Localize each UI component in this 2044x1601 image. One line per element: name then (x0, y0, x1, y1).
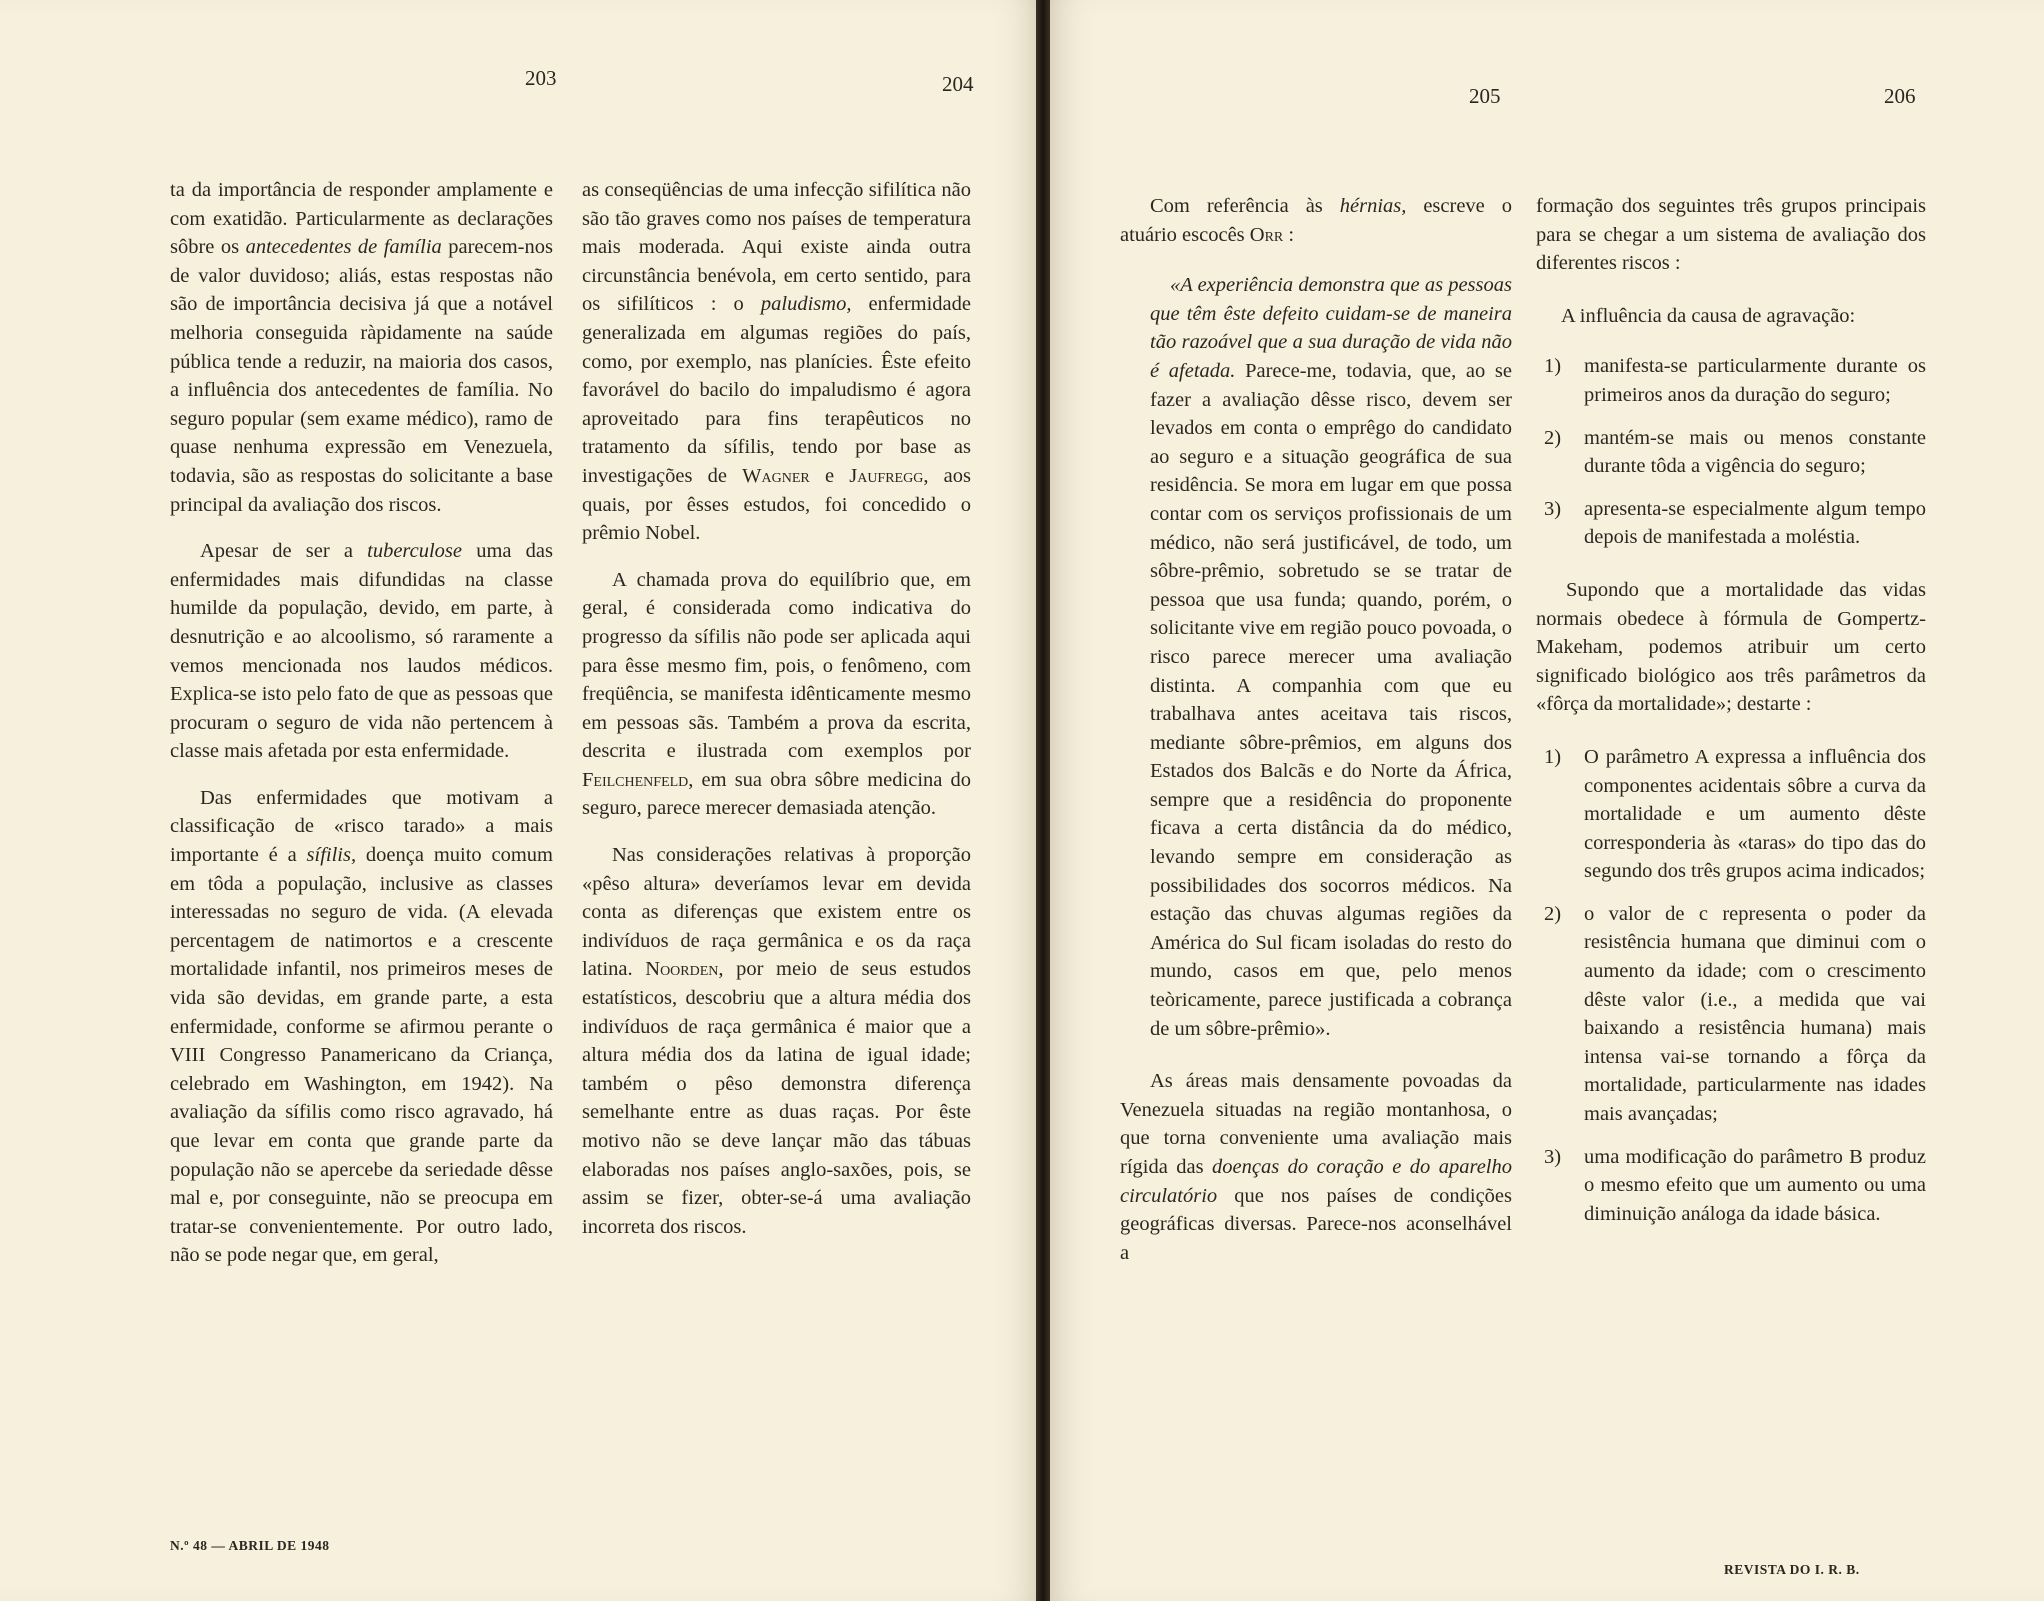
paragraph: formação dos seguintes três grupos principais para se chegar a um sistema de avaliação dos diferentes riscos : (1536, 195, 1926, 275)
paragraph: A chamada prova do equilíbrio que, em geral, é considerada como indicativa do progresso da sífilis não pode ser aplicada aqui para êsse mesmo fim, pois, o fenômeno, com freqüência, se manifesta idênticamente mesmo em pessoas sãs. Também a prova da escrita, descrita e ilustrada com exemplos por Feilchenfeld, em sua obra sôbre medicina do seguro, parece merecer demasiada atenção. (582, 568, 971, 820)
paragraph: Apesar de ser a tuberculose uma das enfermidades mais difundidas na classe humilde da população, devido, em parte, à desnutrição e ao alcoolismo, só raramente a vemos mencionada nos laudos médicos. Explica-se isto pelo fato de que as pessoas que procuram o seguro de vida não pertencem à classe mais afetada por esta enfermidade. (170, 540, 553, 763)
book-gutter (1036, 0, 1050, 1601)
footer-journal: REVISTA DO I. R. B. (1724, 1562, 1860, 1577)
column-page-204 (582, 176, 971, 1259)
paragraph: Com referência às hérnias, escreve o atuário escocês Orr : (1120, 195, 1512, 246)
footer-issue: N.º 48 — ABRIL DE 1948 (170, 1538, 330, 1553)
list-parameters (1536, 743, 1926, 1229)
list-item: 3) uma modificação do parâmetro B produz o mesmo efeito que um aumento ou uma diminuição análoga da idade básica. (1544, 1145, 1926, 1225)
column-page-206 (1536, 192, 1926, 1242)
list-item: 1) O parâmetro A expressa a influência dos componentes acidentais sôbre a curva da mortalidade e um aumento dêste corresponderia às «taras» do tipo das do segundo dos três grupos acima indicados; (1544, 745, 1926, 883)
paragraph: Supondo que a mortalidade das vidas normais obedece à fórmula de Gompertz-Makeham, podemos atribuir um certo significado biológico aos três parâmetros da «fôrça da mortalidade»; destarte : (1536, 578, 1926, 716)
list-item: 1) manifesta-se particularmente durante os primeiros anos da duração do seguro; (1544, 355, 1926, 406)
paragraph: As áreas mais densamente povoadas da Venezuela situadas na região montanhosa, o que torna conveniente uma avaliação mais rígida das doenças do coração e do aparelho circulatório que nos países de condições geográficas diversas. Parece-nos aconselhável a (1120, 1070, 1512, 1264)
list-heading: A influência da causa de agravação: (1561, 304, 1856, 327)
column-page-205 (1120, 192, 1512, 1285)
paragraph: ta da importância de responder amplamente e com exatidão. Particularmente as declarações sôbre os antecedentes de família parecem-nos de valor duvidoso; aliás, estas respostas não são de importância decisiva já que a notável melhoria conseguida ràpidamente na saúde pública tende a reduzir, na maioria dos casos, a influência dos antecedentes de família. No seguro popular (sem exame médico), ramo de quase nenhuma expressão em Venezuela, todavia, são as respostas do solicitante a base principal da avaliação dos riscos. (170, 179, 553, 516)
paragraph: as conseqüências de uma infecção sifilítica não são tão graves como nos países de temperatura mais moderada. Aqui existe ainda outra circunstância benévola, em certo sentido, para os sifilíticos : o paludismo, enfermidade generalizada em algumas regiões do país, como, por exemplo, nas planícies. Êste efeito favorável do bacilo do impaludismo é agora aproveitado para fins terapêuticos no tratamento da sífilis, tendo por base as investigações de Wagner e Jaufregg, aos quais, por êsses estudos, foi concedido o prêmio Nobel. (582, 179, 971, 545)
block-quote: «A experiência demonstra que as pessoas que têm êste defeito cuidam-se de maneira tão razoável que a sua duração de vida não é afetada. Parece-me, todavia, que, ao se fazer a avaliação dêsse risco, devem ser levados em conta o emprêgo do candidato ao seguro e a situação geográfica de sua residência. Se mora em lugar em que possa contar com os serviços profissionais de um médico, não será justificável, de todo, um sôbre-prêmio, sobretudo se se tratar de pessoa que usa funda; quando, porém, o solicitante vive em região pouco povoada, o risco parece merecer uma avaliação distinta. A companhia com que eu trabalhava antes aceitava tais riscos, mediante sôbre-prêmios, em alguns dos Estados dos Balcãs e do Norte da África, sempre que a residência do proponente ficava a certa distância da do médico, levando sempre em consideração as possibilidades dos socorros médicos. Na estação das chuvas algumas regiões da América do Sul ficam isoladas do resto do mundo, casos em que, pelo menos teòricamente, parece justificada a cobrança de um sôbre-prêmio». (1150, 274, 1512, 1040)
paragraph: Nas considerações relativas à proporção «pêso altura» deveríamos levar em devida conta as diferenças que existem entre os indivíduos de raça germânica e os da raça latina. Noorden, por meio de seus estudos estatísticos, descobriu que a altura média dos indivíduos de raça germânica é maior que a altura média dos da latina de igual idade; também o pêso demonstra diferença semelhante entre as duas raças. Por êste motivo não se deve lançar mão das tábuas elaboradas nos países anglo-saxões, pois, se assim se fizer, obter-se-á uma avaliação incorreta dos riscos. (582, 844, 971, 1238)
page-number-203: 203 (525, 66, 557, 90)
page-number-205: 205 (1469, 84, 1501, 108)
column-page-203 (170, 176, 553, 1288)
paragraph: Das enfermidades que motivam a classificação de «risco tarado» a mais importante é a sífilis, doença muito comum em tôda a população, inclusive as classes interessadas no seguro de vida. (A elevada percentagem de natimortos e a crescente mortalidade infantil, nos primeiros meses de vida são devidas, em grande parte, a esta enfermidade, conforme se afirmou perante o VIII Congresso Panamericano da Criança, celebrado em Washington, em 1942). Na avaliação da sífilis como risco agravado, há que levar em conta que grande parte da população não se apercebe da seriedade dêsse mal e, por conseguinte, não se preocupa em tratar-se convenientemente. Por outro lado, não se pode negar que, em geral, (170, 786, 553, 1267)
page-number-206: 206 (1884, 84, 1916, 108)
list-item: 2) mantém-se mais ou menos constante durante tôda a vigência do seguro; (1544, 426, 1926, 478)
page-number-204: 204 (942, 72, 974, 96)
list-item: 3) apresenta-se especialmente algum tempo depois de manifestada a moléstia. (1544, 497, 1926, 549)
list-causes (1536, 352, 1926, 552)
list-item: 2) o valor de c representa o poder da resistência humana que diminui com o aumento da idade; com o crescimento dêste valor (i.e., a medida que vai baixando a resistência humana) mais intensa vai-se tornando a fôrça da mortalidade, particularmente nas idades mais avançadas; (1544, 902, 1926, 1126)
